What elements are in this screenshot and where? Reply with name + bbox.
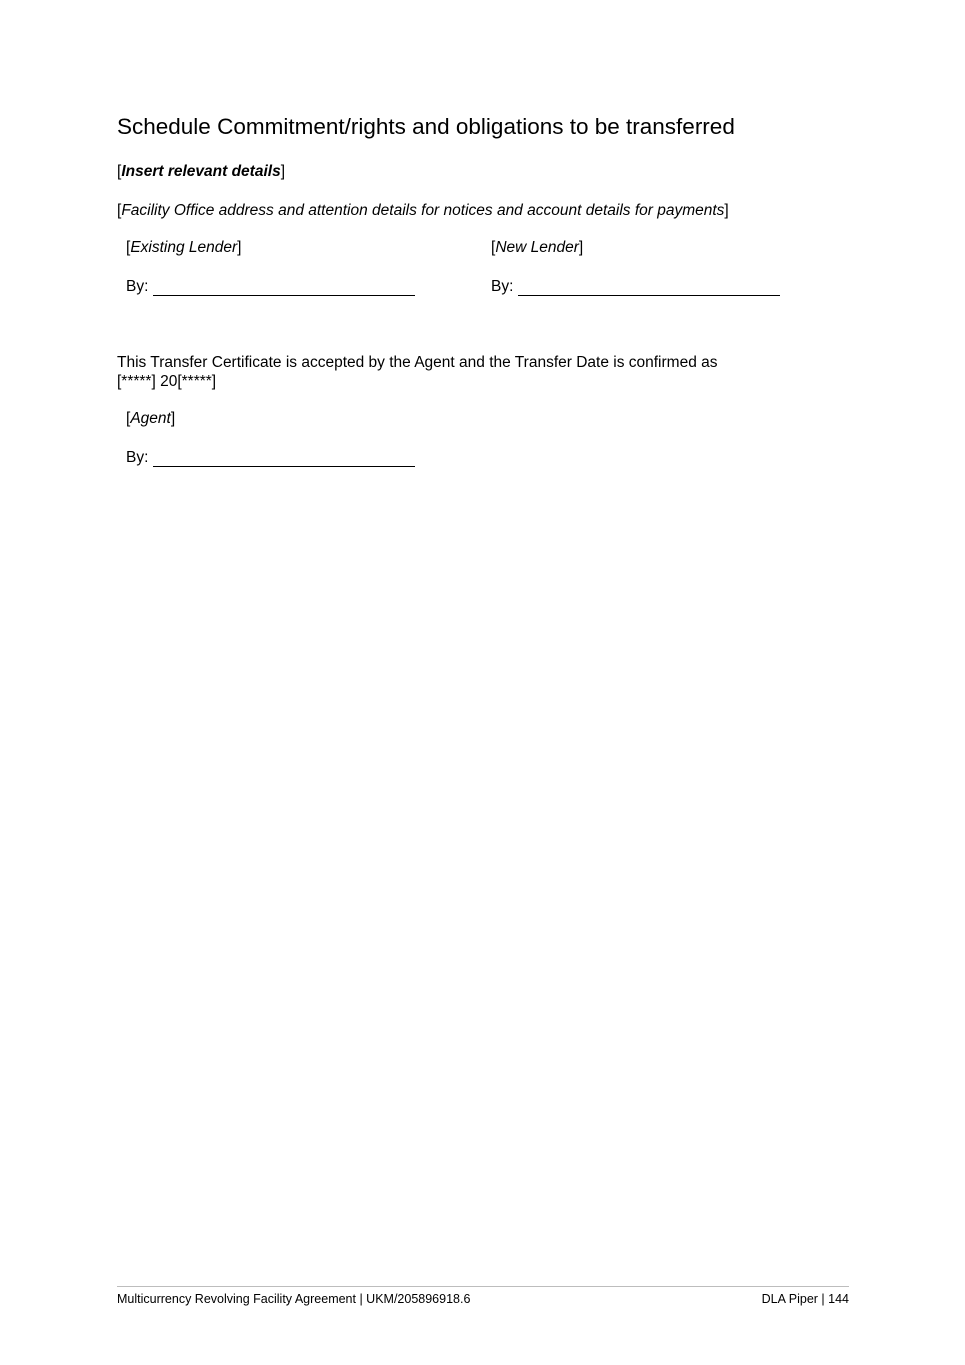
- acceptance-text: [117, 353, 718, 391]
- signature-line: [518, 281, 780, 296]
- acceptance-line-2: [*****] 20[*****]: [117, 373, 217, 390]
- facility-office-note: [Facility Office address and attention details for notices and account details for payments]: [117, 202, 729, 219]
- agent-signature: [126, 449, 415, 467]
- signature-line: [153, 281, 415, 296]
- existing-lender-text: Existing Lender: [130, 239, 238, 256]
- insert-details-text: Insert relevant details: [121, 163, 281, 180]
- new-lender-label: [New Lender]: [491, 239, 584, 256]
- insert-details-note: [Insert relevant details]: [117, 163, 285, 180]
- by-label: By:: [126, 278, 149, 295]
- facility-office-text: Facility Office address and attention details for notices and account details for payments: [121, 202, 725, 219]
- agent-label: [Agent]: [126, 410, 176, 427]
- by-label: By:: [491, 278, 514, 295]
- acceptance-line-1: This Transfer Certificate is accepted by the Agent and the Transfer Date is confirmed as: [117, 354, 718, 371]
- footer-document-reference: Multicurrency Revolving Facility Agreement | UKM/205896918.6: [117, 1292, 471, 1306]
- new-lender-text: New Lender: [495, 239, 579, 256]
- signature-line: [153, 452, 415, 467]
- footer-page-number: DLA Piper | 144: [761, 1292, 849, 1306]
- agent-text: Agent: [130, 410, 171, 427]
- existing-lender-label: [Existing Lender]: [126, 239, 242, 256]
- new-lender-signature: [491, 278, 780, 296]
- by-label: By:: [126, 449, 149, 466]
- existing-lender-signature: [126, 278, 415, 296]
- schedule-title: Schedule Commitment/rights and obligations to be transferred: [117, 114, 735, 139]
- footer-divider: [117, 1286, 849, 1287]
